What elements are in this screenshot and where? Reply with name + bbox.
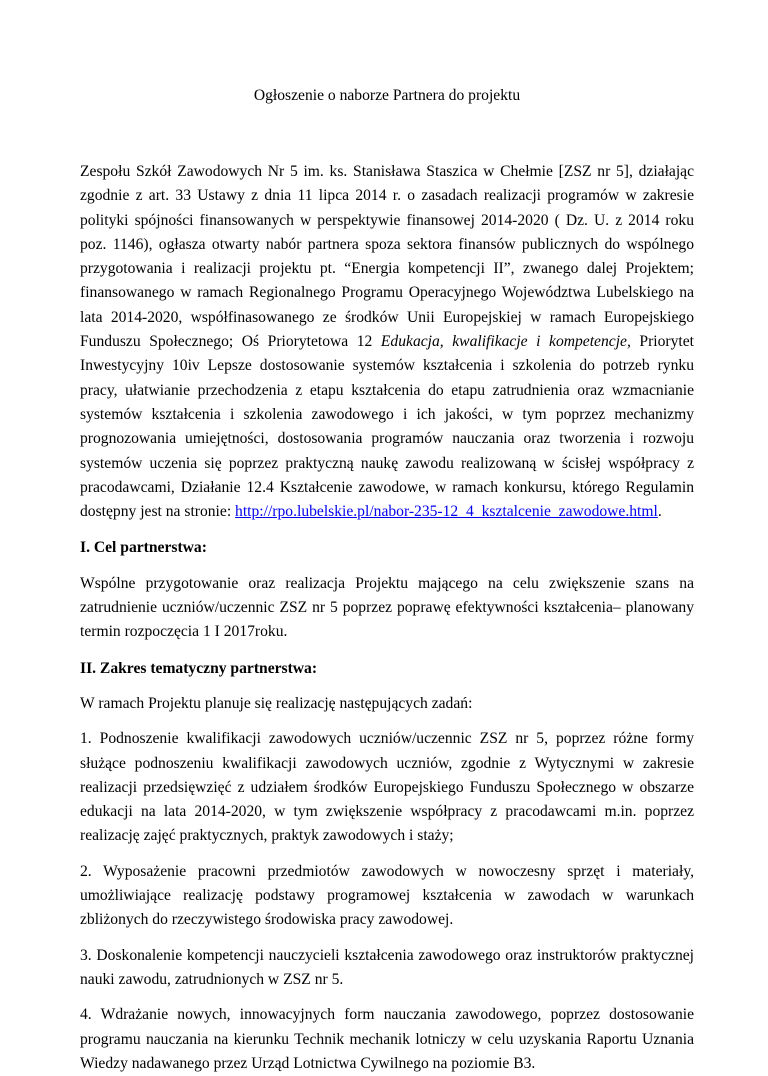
list-item: 4. Wdrażanie nowych, innowacyjnych form nauczania zawodowego, poprzez dostosowanie programu nauczania na kierunku Technik mechanik lotniczy w celu uzyskania Raportu Uznania Wiedzy nadawanego przez Urząd Lotnictwa Cywilnego na poziomie B3. — [80, 1006, 694, 1072]
intro-text-part1: Zespołu Szkół Zawodowych Nr 5 im. ks. Stanisława Staszica w Chełmie [ZSZ nr 5], działając zgodnie z art. 33 Ustawy z dnia 11 lipca 2014 r. o zasadach realizacji programów w zakresie polityki spójności finansowanych w perspektywie finansowej 2014-2020 ( Dz. U. z 2014 roku poz. 1146), ogłasza otwarty nabór partnera spoza sektora finansów publicznych do wspólnego przygotowania i realizacji projektu pt. “Energia kompetencji II”, zwanego dalej Projektem; finansowanego w ramach Regionalnego Programu Operacyjnego Województwa Lubelskiego na lata 2014-2020, współfinasowanego ze środków Unii Europejskiej w ramach Europejskiego Funduszu Społecznego; Oś Priorytetowa 12 — [80, 163, 694, 351]
list-item: 1. Podnoszenie kwalifikacji zawodowych uczniów/uczennic ZSZ nr 5, poprzez różne formy służące podnoszeniu kwalifikacji zawodowych uczniów, zgodnie z Wytycznymi w zakresie realizacji przedsięwzięć z udziałem środków Europejskiego Funduszu Społecznego w obszarze edukacji na lata 2014-2020, w tym zwiększenie współpracy z pracodawcami m.in. poprzez realizację zajęć praktycznych, praktyk zawodowych i staży; — [80, 730, 694, 845]
section-goal-text: Wspólne przygotowanie oraz realizacja Projektu mającego na celu zwiększenie szans na zatrudnienie uczniów/uczennic ZSZ nr 5 poprzez poprawę efektywności kształcenia– planowany termin rozpoczęcia 1 I 2017roku. — [80, 574, 694, 641]
intro-text-part2: Priorytet Inwestycyjny 10iv Lepsze dostosowanie systemów kształcenia i szkolenia do potrzeb rynku pracy, ułatwianie przechodzenia z etapu kształcenia do etapu zatrudnienia oraz wzmacnianie systemów kształcenia i szkolenia zawodowego i ich jakości, w tym poprzez mechanizmy prognozowania umiejętności, dostosowania programów nauczania oraz tworzenia i rozwoju systemów uczenia się poprzez praktyczną naukę zawodu realizowaną w ścisłej współpracy z pracodawcami, Działanie 12.4 Kształcenie zawodowe, w ramach konkursu, którego Regulamin dostępny jest na stronie: — [80, 333, 694, 521]
section-scope-intro: W ramach Projektu planuje się realizację następujących zadań: — [80, 694, 473, 712]
list-item: 3. Doskonalenie kompetencji nauczycieli kształcenia zawodowego oraz instruktorów praktycznej nauki zawodu, zatrudnionych w ZSZ nr 5. — [80, 946, 694, 988]
regulation-link[interactable]: http://rpo.lubelskie.pl/nabor-235-12_4_ksztalcenie_zawodowe.html — [235, 503, 658, 521]
list-item: 2. Wyposażenie pracowni przedmiotów zawodowych w nowoczesny sprzęt i materiały, umożliwiające realizację podstawy programowej kształcenia w zawodach w warunkach zbliżonych do rzeczywistego środowiska pracy zawodowej. — [80, 862, 694, 929]
document-page — [80, 84, 694, 1076]
document-title: Ogłoszenie o naborze Partnera do projektu — [253, 87, 521, 104]
section-heading-scope: II. Zakres tematyczny partnerstwa: — [80, 659, 318, 677]
intro-text-italic: Edukacja, kwalifikacje i kompetencje, — [380, 333, 631, 351]
section-heading-goal: I. Cel partnerstwa: — [80, 539, 207, 557]
intro-text-part3: . — [657, 503, 662, 521]
intro-paragraph — [80, 160, 694, 524]
